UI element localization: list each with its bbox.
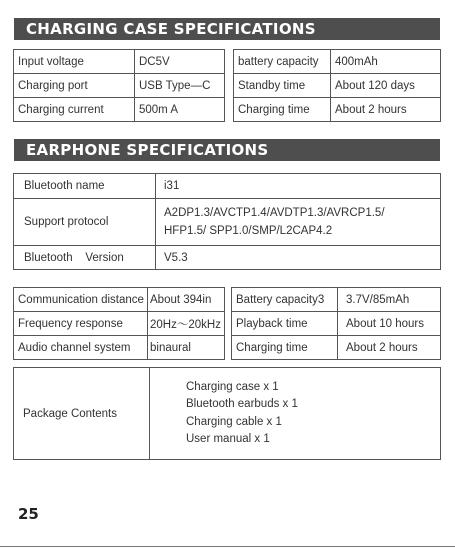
package-contents-table xyxy=(13,367,441,460)
spec-label: Playback time xyxy=(232,312,338,336)
spec-value: USB Type—C xyxy=(135,74,225,98)
spec-label: Standby time xyxy=(234,74,331,98)
protocol-line: A2DP1.3/AVCTP1.4/AVDTP1.3/AVRCP1.5/ xyxy=(164,207,385,219)
earphone-spec-table xyxy=(13,173,441,270)
table-row xyxy=(14,246,441,270)
earphone-heading: EARPHONE SPECIFICATIONS xyxy=(14,139,440,161)
table-row xyxy=(14,174,441,199)
spec-label: Communication distance xyxy=(14,288,148,312)
earphone-spec-table-left xyxy=(13,287,225,360)
spec-value: V5.3 xyxy=(156,246,441,270)
spec-label: Support protocol xyxy=(14,199,156,246)
spec-value: 3.7V/85mAh xyxy=(338,288,441,312)
list-item: Charging case x 1 xyxy=(186,380,279,393)
spec-label: Audio channel system xyxy=(14,336,148,360)
table-row xyxy=(14,74,225,98)
table-row xyxy=(234,50,441,74)
case-spec-table-right xyxy=(233,49,441,122)
table-row xyxy=(232,288,441,312)
footer-divider xyxy=(0,546,455,547)
spec-value: About 120 days xyxy=(331,74,441,98)
table-row xyxy=(14,312,225,336)
spec-value: About 394in xyxy=(148,288,225,312)
spec-label: Bluetooth Version xyxy=(14,246,156,270)
spec-label: Charging current xyxy=(14,98,135,122)
protocol-line: HFP1.5/ SPP1.0/SMP/L2CAP4.2 xyxy=(164,225,333,237)
spec-value: 500m A xyxy=(135,98,225,122)
spec-label: battery capacity xyxy=(234,50,331,74)
list-item: Charging cable x 1 xyxy=(186,415,282,428)
spec-value: About 2 hours xyxy=(338,336,441,360)
table-row xyxy=(14,199,441,246)
charging-case-heading: CHARGING CASE SPECIFICATIONS xyxy=(14,18,440,40)
spec-value: 400mAh xyxy=(331,50,441,74)
table-row xyxy=(14,336,225,360)
table-row xyxy=(234,98,441,122)
spec-label: Frequency response xyxy=(14,312,148,336)
spec-label: Battery capacity3 xyxy=(232,288,338,312)
spec-value: binaural xyxy=(148,336,225,360)
spec-value: About 10 hours xyxy=(338,312,441,336)
spec-label: Input voltage xyxy=(14,50,135,74)
spec-value: i31 xyxy=(156,174,441,199)
table-row xyxy=(234,74,441,98)
spec-label: Charging time xyxy=(234,98,331,122)
table-row xyxy=(232,312,441,336)
page-number: 25 xyxy=(18,505,39,523)
table-row xyxy=(232,336,441,360)
spec-value: DC5V xyxy=(135,50,225,74)
package-label: Package Contents xyxy=(14,368,150,460)
case-spec-table-left xyxy=(13,49,225,122)
earphone-spec-table-right xyxy=(231,287,441,360)
spec-label: Charging time xyxy=(232,336,338,360)
spec-value: About 2 hours xyxy=(331,98,441,122)
spec-label: Bluetooth name xyxy=(14,174,156,199)
spec-value: 20Hz〜20kHz xyxy=(148,312,225,336)
list-item: Bluetooth earbuds x 1 xyxy=(186,398,298,410)
spec-label: Charging port xyxy=(14,74,135,98)
table-row xyxy=(14,288,225,312)
protocol-list xyxy=(156,199,441,246)
list-item: User manual x 1 xyxy=(186,433,270,445)
table-row xyxy=(14,98,225,122)
table-row xyxy=(14,50,225,74)
package-items-list xyxy=(150,368,441,460)
table-row xyxy=(14,368,441,460)
